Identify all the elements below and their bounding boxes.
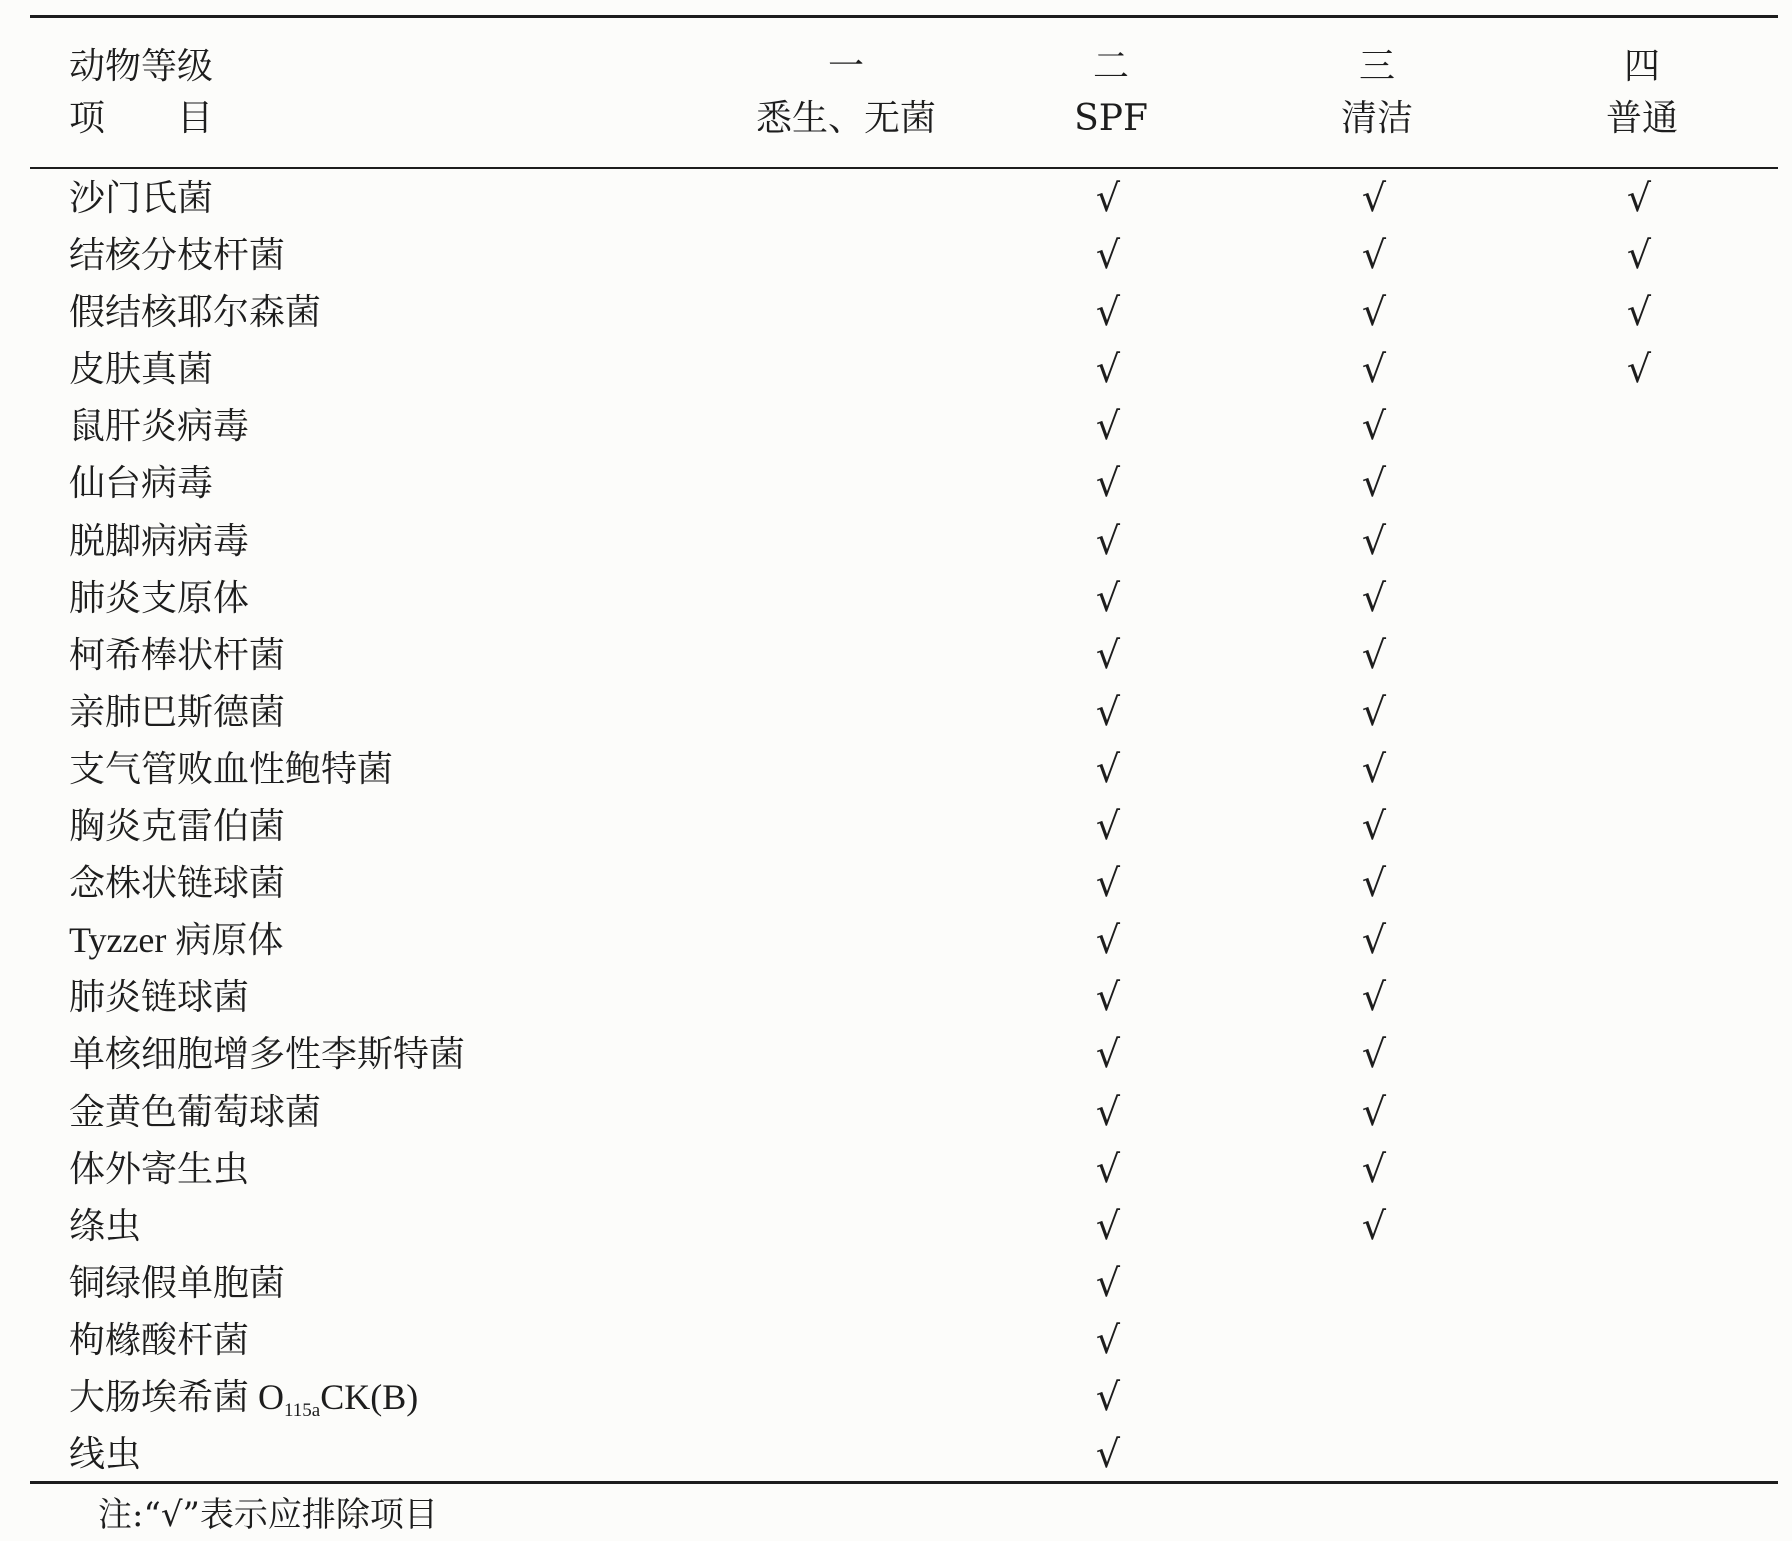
table-row — [0, 912, 1792, 969]
check-mark-grade-2: √ — [1095, 290, 1121, 335]
table-row — [0, 627, 1792, 684]
column-grade-name: SPF — [1074, 98, 1148, 139]
check-mark-grade-2: √ — [1095, 632, 1121, 677]
check-mark-grade-2: √ — [1095, 461, 1121, 506]
corner-header-animal-grade: 动物等级 — [69, 46, 214, 87]
table-row — [0, 741, 1792, 798]
check-mark-grade-3: √ — [1361, 233, 1387, 278]
column-grade-number: 三 — [1358, 46, 1395, 87]
column-header-grade-2 — [961, 45, 1261, 141]
check-mark-grade-2: √ — [1095, 1032, 1121, 1077]
check-mark-grade-2: √ — [1095, 1374, 1121, 1419]
row-item-label — [69, 513, 249, 570]
table-row — [0, 798, 1792, 855]
table-row — [0, 455, 1792, 512]
check-mark-grade-2: √ — [1095, 861, 1121, 906]
row-item-label — [69, 855, 285, 912]
table-row — [0, 1026, 1792, 1083]
table-bottom-rule — [30, 1481, 1778, 1484]
row-item-text: 单核细胞增多性李斯特菌 — [69, 1034, 466, 1075]
row-item-label — [69, 912, 283, 969]
row-item-text: 胸炎克雷伯菌 — [69, 806, 286, 847]
check-mark-grade-2: √ — [1095, 347, 1121, 392]
row-item-text: 枸橼酸杆菌 — [69, 1319, 250, 1360]
row-item-text: 脱脚病病毒 — [69, 520, 250, 561]
row-item-text: 沙门氏菌 — [69, 178, 214, 218]
column-header-grade-1 — [696, 45, 996, 141]
row-item-label — [69, 1084, 321, 1141]
table-row — [0, 969, 1792, 1026]
table-row — [0, 398, 1792, 455]
table-row — [0, 513, 1792, 570]
table-note: 注:“√”表示应排除项目 — [98, 1495, 438, 1535]
row-item-text: 念株状链球菌 — [69, 863, 286, 904]
check-mark-grade-4: √ — [1626, 290, 1652, 335]
table-row — [0, 1426, 1792, 1483]
table-row — [0, 684, 1792, 741]
check-mark-grade-2: √ — [1095, 1260, 1121, 1305]
check-mark-grade-3: √ — [1361, 804, 1387, 849]
check-mark-grade-3: √ — [1361, 404, 1387, 449]
column-grade-name: 清洁 — [1340, 98, 1413, 139]
row-item-text: 肺炎链球菌 — [69, 977, 250, 1018]
row-item-label — [69, 1426, 141, 1483]
check-mark-grade-2: √ — [1095, 1317, 1121, 1362]
table-row — [0, 341, 1792, 398]
table-row — [0, 1084, 1792, 1141]
row-item-label — [69, 170, 213, 227]
row-item-label — [69, 1369, 418, 1426]
check-mark-grade-2: √ — [1095, 918, 1121, 963]
check-mark-grade-3: √ — [1361, 746, 1387, 791]
table-body — [0, 170, 1792, 1483]
row-item-label — [69, 1198, 141, 1255]
row-item-text: 柯希棒状杆菌 — [69, 634, 286, 675]
row-item-label — [69, 1312, 249, 1369]
column-header-grade-4 — [1492, 45, 1792, 141]
table-row — [0, 570, 1792, 627]
column-grade-number: 二 — [1092, 46, 1129, 87]
row-item-label — [69, 227, 285, 284]
check-mark-grade-3: √ — [1361, 861, 1387, 906]
row-item-text: 假结核耶尔森菌 — [69, 292, 322, 333]
check-mark-grade-2: √ — [1095, 176, 1121, 220]
row-item-text: 肺炎支原体 — [69, 577, 250, 618]
check-mark-grade-4: √ — [1626, 176, 1652, 220]
row-item-label — [69, 798, 285, 855]
column-grade-name: 悉生、无菌 — [755, 98, 936, 139]
check-mark-grade-2: √ — [1095, 804, 1121, 849]
row-item-text: 支气管败血性鲍特菌 — [69, 748, 394, 789]
column-header-grade-3 — [1227, 45, 1527, 141]
check-mark-grade-3: √ — [1361, 975, 1387, 1020]
row-item-label — [69, 741, 393, 798]
row-item-label — [69, 284, 321, 341]
row-item-label — [69, 1026, 465, 1083]
row-item-label — [69, 1141, 249, 1198]
check-mark-grade-2: √ — [1095, 404, 1121, 449]
row-item-text: 铜绿假单胞菌 — [69, 1262, 286, 1303]
row-item-text: 金黄色葡萄球菌 — [69, 1091, 322, 1132]
corner-header-item: 项 目 — [69, 98, 214, 139]
row-item-text: 仙台病毒 — [69, 463, 214, 504]
row-item-label — [69, 455, 213, 512]
check-mark-grade-3: √ — [1361, 632, 1387, 677]
row-item-label — [69, 627, 285, 684]
check-mark-grade-2: √ — [1095, 233, 1121, 278]
table-row — [0, 284, 1792, 341]
row-item-text: Tyzzer 病原体 — [69, 920, 284, 961]
row-item-text: 绦虫 — [69, 1205, 142, 1246]
check-mark-grade-3: √ — [1361, 461, 1387, 506]
row-item-suffix: CK(B) — [320, 1376, 419, 1417]
check-mark-grade-3: √ — [1361, 1032, 1387, 1077]
check-mark-grade-3: √ — [1361, 1089, 1387, 1134]
row-item-text: 线虫 — [69, 1434, 142, 1475]
table-row — [0, 855, 1792, 912]
row-item-label — [69, 398, 249, 455]
check-mark-grade-3: √ — [1361, 575, 1387, 620]
check-mark-grade-2: √ — [1095, 1089, 1121, 1134]
table-row — [0, 1141, 1792, 1198]
table-row — [0, 1198, 1792, 1255]
row-item-label — [69, 570, 249, 627]
column-grade-number: 四 — [1623, 46, 1660, 87]
table-row — [0, 1369, 1792, 1426]
check-mark-grade-3: √ — [1361, 1203, 1387, 1248]
check-mark-grade-4: √ — [1626, 347, 1652, 392]
check-mark-grade-3: √ — [1361, 518, 1387, 563]
table-header-rule — [30, 167, 1778, 169]
check-mark-grade-2: √ — [1095, 746, 1121, 791]
check-mark-grade-2: √ — [1095, 1432, 1121, 1477]
row-item-label — [69, 341, 213, 398]
row-item-subscript: 115a — [284, 1399, 321, 1421]
check-mark-grade-3: √ — [1361, 290, 1387, 335]
row-item-text: 亲肺巴斯德菌 — [69, 691, 286, 732]
row-item-label — [69, 1255, 285, 1312]
table-row — [0, 1312, 1792, 1369]
row-item-text: 体外寄生虫 — [69, 1148, 250, 1189]
table-row — [0, 1255, 1792, 1312]
check-mark-grade-2: √ — [1095, 518, 1121, 563]
check-mark-grade-2: √ — [1095, 975, 1121, 1020]
check-mark-grade-3: √ — [1361, 918, 1387, 963]
row-item-label — [69, 684, 285, 741]
table-row — [0, 227, 1792, 284]
check-mark-grade-3: √ — [1361, 176, 1387, 220]
column-grade-number: 一 — [827, 46, 864, 87]
table-top-rule — [30, 15, 1778, 18]
row-item-text: 鼠肝炎病毒 — [69, 406, 250, 447]
check-mark-grade-2: √ — [1095, 1203, 1121, 1248]
row-item-label — [69, 969, 249, 1026]
table-row — [0, 170, 1792, 227]
check-mark-grade-4: √ — [1626, 233, 1652, 278]
row-item-text: 大肠埃希菌 O — [69, 1376, 284, 1417]
column-grade-name: 普通 — [1605, 98, 1678, 139]
row-item-text: 皮肤真菌 — [69, 349, 214, 390]
row-item-text: 结核分枝杆菌 — [69, 235, 286, 276]
check-mark-grade-3: √ — [1361, 347, 1387, 392]
check-mark-grade-3: √ — [1361, 689, 1387, 734]
check-mark-grade-2: √ — [1095, 575, 1121, 620]
check-mark-grade-2: √ — [1095, 689, 1121, 734]
check-mark-grade-3: √ — [1361, 1146, 1387, 1191]
check-mark-grade-2: √ — [1095, 1146, 1121, 1191]
